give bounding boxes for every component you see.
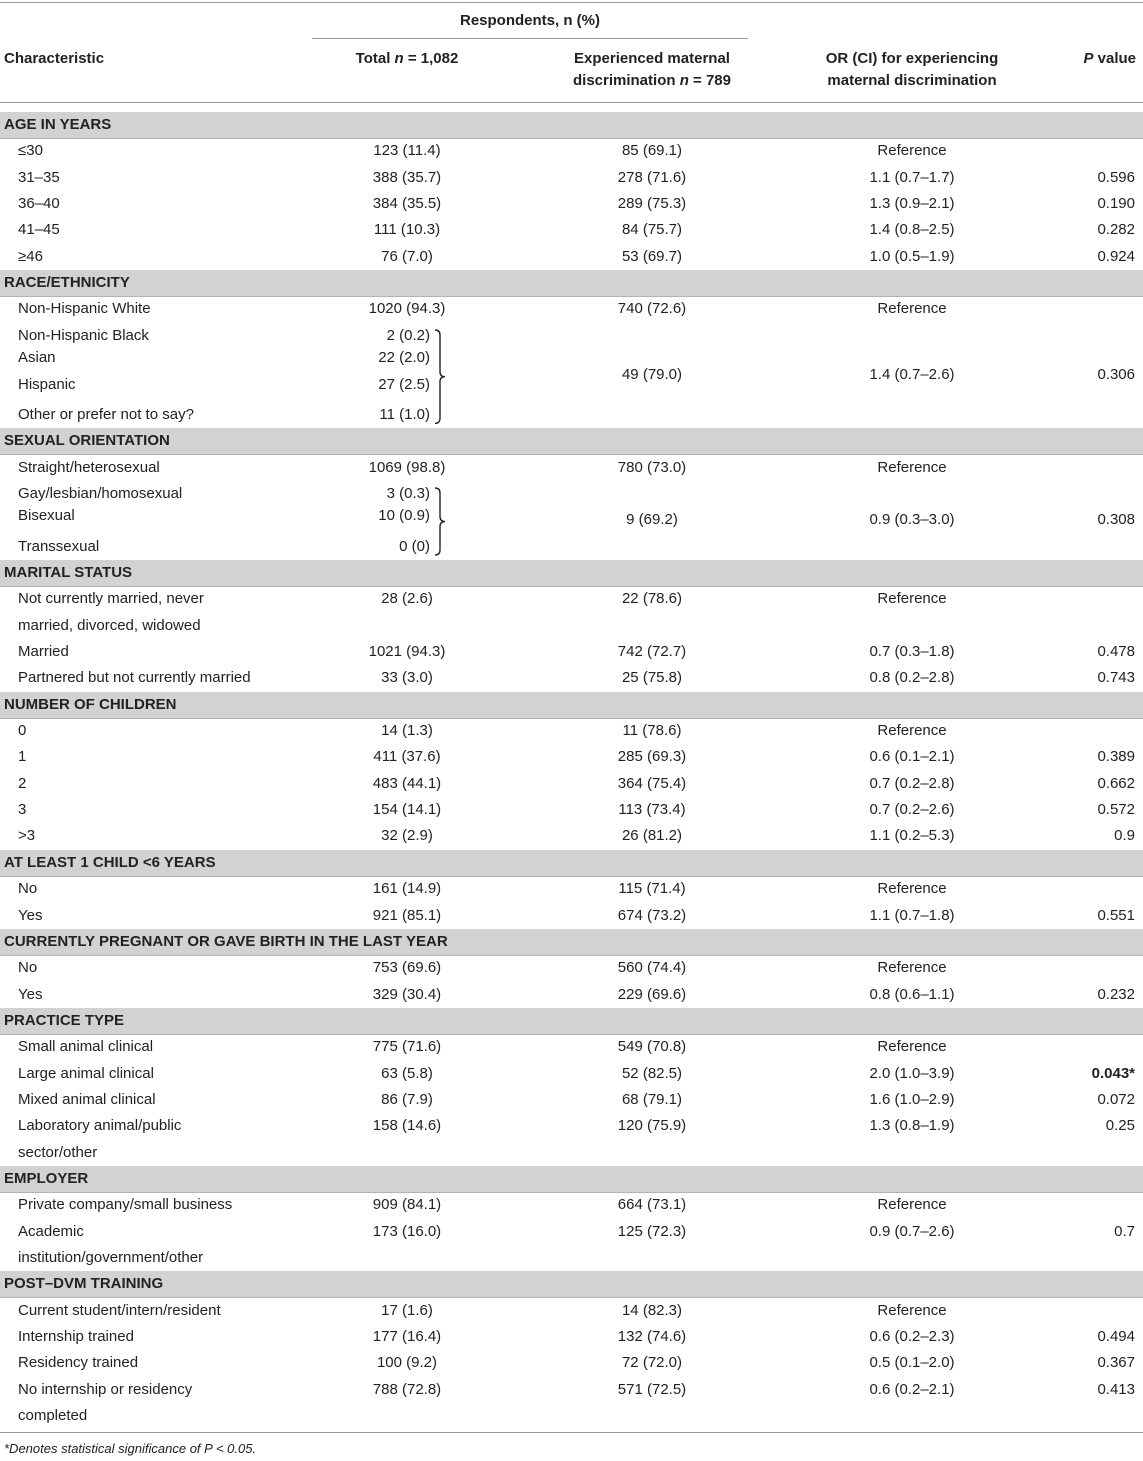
cell-experienced: 113 (73.4) (618, 801, 686, 819)
table-row (0, 1192, 1143, 1218)
cell-experienced: 229 (69.6) (617, 985, 687, 1003)
cell-total: 100 (9.2) (376, 1354, 438, 1372)
cell-total: 483 (44.1) (372, 774, 442, 792)
cell-or-ci: Reference (877, 142, 947, 160)
cell-experienced: 14 (82.3) (621, 1301, 683, 1319)
cell-experienced: 740 (72.6) (617, 300, 687, 318)
table-row (0, 903, 1143, 929)
row-label-continued: completed (18, 1407, 88, 1425)
row-label: 2 (18, 774, 27, 792)
cell-p-value: 0.7 (1114, 1222, 1135, 1240)
cell-experienced: 85 (69.1) (621, 142, 683, 160)
table-row (0, 1324, 1143, 1350)
table-bottom-rule (0, 1432, 1143, 1433)
table-row (0, 744, 1143, 770)
cell-p-value: 0.306 (1097, 366, 1135, 384)
row-label: Laboratory animal/public (18, 1117, 182, 1135)
row-label-continued: sector/other (18, 1143, 98, 1161)
row-label-continued: institution/government/other (18, 1249, 204, 1267)
header-total: Total n = 1,082 (355, 50, 459, 67)
section-header-number-of-children (0, 692, 1143, 719)
cell-experienced: 53 (69.7) (621, 247, 683, 265)
row-label: Straight/heterosexual (18, 458, 160, 476)
table-row-continuation (0, 1140, 1143, 1166)
cell-or-ci: 0.5 (0.1–2.0) (869, 1354, 955, 1372)
row-label: 0 (18, 722, 27, 740)
cell-experienced: 68 (79.1) (621, 1090, 683, 1108)
cell-total: 32 (2.9) (381, 827, 433, 845)
row-label: Private company/small business (18, 1196, 233, 1214)
cell-experienced: 560 (74.4) (617, 959, 687, 977)
section-header-age-in-years (0, 112, 1143, 139)
cell-total: 753 (69.6) (372, 959, 442, 977)
section-header-at-least-1-child-6-years (0, 850, 1143, 877)
cell-or-ci: 1.1 (0.7–1.7) (869, 168, 955, 186)
cell-total: 111 (10.3) (373, 221, 441, 239)
cell-or-ci: 0.6 (0.2–2.3) (869, 1328, 955, 1346)
table-row (0, 1350, 1143, 1376)
row-label: No (18, 959, 38, 977)
row-label: Bisexual (18, 507, 75, 525)
cell-total: 775 (71.6) (372, 1038, 442, 1056)
section-title: EMPLOYER (4, 1170, 89, 1187)
row-label: Married (18, 643, 69, 660)
cell-total: 17 (1.6) (381, 1301, 433, 1319)
cell-p-value: 0.072 (1097, 1090, 1135, 1108)
header-or-ci: OR (CI) for experiencing maternal discrimination (825, 50, 999, 89)
cell-experienced: 84 (75.7) (621, 221, 683, 239)
section-header-marital-status (0, 560, 1143, 587)
cell-or-ci: 0.8 (0.2–2.8) (869, 669, 955, 687)
section-title: NUMBER OF CHILDREN (4, 695, 177, 713)
cell-experienced: 664 (73.1) (617, 1196, 687, 1214)
group-header-rule (312, 38, 748, 39)
cell-total: 1021 (94.3) (368, 643, 446, 660)
cell-p-value: 0.043* (1091, 1064, 1135, 1082)
cell-experienced: 289 (75.3) (617, 195, 687, 213)
cell-total: 123 (11.4) (373, 142, 441, 160)
section-title: AGE IN YEARS (4, 116, 112, 133)
cell-experienced: 72 (72.0) (621, 1354, 683, 1372)
row-label: Non-Hispanic White (18, 300, 151, 318)
group-brace-icon (433, 329, 449, 424)
section-header-sexual-orientation (0, 428, 1143, 455)
cell-total: 76 (7.0) (381, 247, 433, 265)
cell-experienced: 120 (75.9) (617, 1117, 687, 1135)
table-row (0, 296, 1143, 322)
cell-p-value: 0.494 (1097, 1328, 1135, 1346)
table-row (0, 771, 1143, 797)
cell-p-value: 0.478 (1097, 643, 1135, 660)
cell-experienced: 22 (78.6) (621, 590, 683, 608)
cell-experienced: 571 (72.5) (617, 1380, 687, 1398)
cell-total: 3 (0.3) (386, 484, 430, 502)
cell-or-ci: Reference (877, 458, 947, 476)
cell-total: 22 (2.0) (378, 349, 430, 367)
cell-or-ci: 0.8 (0.6–1.1) (869, 985, 955, 1003)
row-label: No (18, 880, 38, 898)
cell-total: 63 (5.8) (381, 1064, 433, 1082)
cell-or-ci: 1.6 (1.0–2.9) (869, 1090, 955, 1108)
cell-experienced: 674 (73.2) (617, 906, 687, 924)
cell-experienced: 278 (71.6) (617, 168, 687, 186)
cell-experienced: 9 (69.2) (626, 511, 678, 529)
row-label: ≥46 (18, 247, 43, 265)
cell-or-ci: 0.7 (0.2–2.8) (869, 774, 955, 792)
group-brace-icon (433, 487, 449, 556)
cell-total: 27 (2.5) (378, 375, 430, 393)
table-row (0, 191, 1143, 217)
table-row (0, 586, 1143, 612)
table-row (0, 982, 1143, 1008)
respondents-group-header: Respondents, n (%) (459, 12, 600, 29)
row-label: Residency trained (18, 1354, 139, 1372)
row-label: Not currently married, never (18, 590, 204, 608)
cell-or-ci: 1.4 (0.8–2.5) (869, 221, 955, 239)
cell-experienced: 742 (72.7) (617, 643, 687, 660)
cell-p-value: 0.551 (1097, 906, 1135, 924)
cell-total: 384 (35.5) (372, 195, 442, 213)
cell-or-ci: Reference (877, 959, 947, 977)
cell-p-value: 0.282 (1097, 221, 1135, 239)
cell-or-ci: 1.3 (0.8–1.9) (869, 1117, 955, 1135)
cell-total: 11 (1.0) (379, 405, 430, 423)
cell-or-ci: 0.9 (0.7–2.6) (869, 1222, 955, 1240)
cell-experienced: 115 (71.4) (618, 880, 686, 898)
cell-p-value: 0.596 (1097, 168, 1135, 186)
cell-total: 86 (7.9) (381, 1090, 433, 1108)
row-label: Yes (18, 985, 43, 1003)
footnote: *Denotes statistical significance of P < 0.05. (4, 1441, 257, 1456)
row-label: Partnered but not currently married (18, 669, 251, 687)
cell-total: 173 (16.0) (372, 1222, 442, 1240)
merged-group-row (0, 507, 1143, 533)
row-label: 3 (18, 801, 27, 819)
table-row (0, 665, 1143, 691)
cell-p-value: 0.308 (1097, 511, 1135, 529)
table-row (0, 402, 1143, 428)
cell-or-ci: Reference (877, 1301, 947, 1319)
cell-total: 28 (2.6) (381, 590, 433, 608)
table-row (0, 244, 1143, 270)
cell-or-ci: 1.1 (0.2–5.3) (869, 827, 955, 845)
cell-experienced: 780 (73.0) (617, 458, 687, 476)
cell-or-ci: Reference (877, 1038, 947, 1056)
cell-total: 161 (14.9) (372, 880, 442, 898)
row-label: Small animal clinical (18, 1038, 154, 1056)
cell-p-value: 0.413 (1097, 1380, 1135, 1398)
cell-or-ci: Reference (877, 300, 947, 318)
cell-p-value: 0.9 (1114, 827, 1135, 845)
cell-experienced: 25 (75.8) (621, 669, 683, 687)
section-title: SEXUAL ORIENTATION (4, 432, 170, 450)
table-row (0, 639, 1143, 665)
cell-p-value: 0.389 (1097, 748, 1135, 766)
cell-p-value: 0.232 (1097, 985, 1135, 1003)
table-row-continuation (0, 1245, 1143, 1271)
cell-p-value: 0.367 (1097, 1354, 1135, 1372)
row-label: No internship or residency (18, 1380, 193, 1398)
cell-experienced: 11 (78.6) (622, 722, 682, 740)
cell-p-value: 0.572 (1097, 801, 1135, 819)
row-label: Large animal clinical (18, 1064, 154, 1082)
cell-total: 33 (3.0) (381, 669, 433, 687)
row-label: 1 (18, 748, 27, 766)
table-row (0, 797, 1143, 823)
header-characteristic: Characteristic (4, 50, 105, 67)
cell-or-ci: Reference (877, 722, 947, 740)
merged-group-row (0, 362, 1143, 388)
cell-p-value: 0.743 (1097, 669, 1135, 687)
row-label: Academic (18, 1222, 84, 1240)
table-row (0, 534, 1143, 560)
cell-or-ci: 1.4 (0.7–2.6) (869, 366, 955, 384)
cell-total: 177 (16.4) (372, 1328, 442, 1346)
section-title: PRACTICE TYPE (4, 1011, 125, 1029)
cell-or-ci: 0.7 (0.2–2.6) (869, 801, 955, 819)
section-header-race-ethnicity (0, 270, 1143, 297)
row-label: 31–35 (18, 168, 60, 186)
header-bottom-rule (0, 102, 1143, 103)
table-row (0, 1087, 1143, 1113)
cell-experienced: 549 (70.8) (617, 1038, 687, 1056)
cell-experienced: 285 (69.3) (617, 748, 687, 766)
row-label: 36–40 (18, 195, 60, 213)
row-label: Internship trained (18, 1328, 134, 1346)
cell-or-ci: 0.6 (0.2–2.1) (869, 1380, 955, 1398)
table-row (0, 1377, 1143, 1403)
table-row (0, 1298, 1143, 1324)
row-label-continued: married, divorced, widowed (18, 616, 201, 634)
section-header-post-dvm-training (0, 1271, 1143, 1298)
cell-total: 14 (1.3) (381, 722, 433, 740)
header-p-value: P value (1083, 50, 1136, 67)
table-row-continuation (0, 613, 1143, 639)
cell-or-ci: 1.0 (0.5–1.9) (869, 247, 955, 265)
cell-total: 329 (30.4) (372, 985, 442, 1003)
row-label: >3 (18, 827, 36, 845)
cell-total: 154 (14.1) (372, 801, 442, 819)
cell-or-ci: 0.7 (0.3–1.8) (869, 643, 955, 660)
cell-total: 158 (14.6) (372, 1117, 442, 1135)
section-header-currently-pregnant-or-gave-birth-in-the-last-year (0, 929, 1143, 956)
row-label: Asian (18, 349, 56, 367)
section-title: MARITAL STATUS (4, 563, 133, 581)
table-row (0, 455, 1143, 481)
cell-or-ci: 0.6 (0.1–2.1) (869, 748, 955, 766)
row-label: Mixed animal clinical (18, 1090, 156, 1108)
table-row-continuation (0, 1403, 1143, 1429)
cell-total: 788 (72.8) (372, 1380, 442, 1398)
cell-p-value: 0.25 (1105, 1117, 1135, 1135)
cell-or-ci: Reference (877, 880, 947, 898)
table-row (0, 1061, 1143, 1087)
section-header-practice-type (0, 1008, 1143, 1035)
cell-total: 0 (0) (399, 537, 430, 555)
section-title: AT LEAST 1 CHILD <6 YEARS (4, 853, 216, 871)
cell-or-ci: Reference (877, 590, 947, 608)
section-title: CURRENTLY PREGNANT OR GAVE BIRTH IN THE LAST YEAR (4, 932, 448, 950)
table-row (0, 1219, 1143, 1245)
cell-p-value: 0.924 (1097, 247, 1135, 265)
cell-experienced: 125 (72.3) (617, 1222, 687, 1240)
cell-total: 909 (84.1) (372, 1196, 442, 1214)
cell-experienced: 132 (74.6) (617, 1328, 687, 1346)
table-row (0, 876, 1143, 902)
table-row (0, 1034, 1143, 1060)
cell-total: 10 (0.9) (378, 507, 430, 525)
table-top-rule (0, 2, 1143, 3)
table-row (0, 217, 1143, 243)
section-title: RACE/ETHNICITY (4, 274, 130, 292)
cell-experienced: 364 (75.4) (617, 774, 687, 792)
cell-total: 2 (0.2) (386, 326, 430, 344)
cell-p-value: 0.662 (1097, 774, 1135, 792)
row-label: Yes (18, 906, 43, 924)
section-header-employer (0, 1166, 1143, 1193)
cell-experienced: 49 (79.0) (621, 366, 683, 384)
row-label: ≤30 (18, 142, 43, 160)
cell-total: 411 (37.6) (373, 748, 441, 766)
table-row (0, 955, 1143, 981)
header-experienced: Experienced maternal discrimination n = 789 (573, 50, 731, 89)
row-label: Other or prefer not to say? (18, 405, 194, 423)
row-label: 41–45 (18, 221, 60, 239)
row-label: Hispanic (18, 375, 76, 393)
cell-or-ci: 1.3 (0.9–2.1) (869, 195, 955, 213)
cell-experienced: 26 (81.2) (621, 827, 683, 845)
table-row (0, 165, 1143, 191)
table-row (0, 718, 1143, 744)
cell-p-value: 0.190 (1097, 195, 1135, 213)
cell-or-ci: 2.0 (1.0–3.9) (869, 1064, 955, 1082)
cell-experienced: 52 (82.5) (621, 1064, 683, 1082)
table-row (0, 138, 1143, 164)
section-title: POST–DVM TRAINING (4, 1275, 164, 1293)
cell-total: 1020 (94.3) (368, 300, 446, 318)
row-label: Gay/lesbian/homosexual (18, 484, 183, 502)
table-row (0, 1113, 1143, 1139)
row-label: Non-Hispanic Black (18, 326, 149, 344)
cell-or-ci: 1.1 (0.7–1.8) (869, 906, 955, 924)
row-label: Current student/intern/resident (18, 1301, 221, 1319)
cell-total: 921 (85.1) (372, 906, 442, 924)
cell-total: 388 (35.7) (372, 168, 442, 186)
cell-total: 1069 (98.8) (368, 458, 446, 476)
table-row (0, 823, 1143, 849)
cell-or-ci: 0.9 (0.3–3.0) (869, 511, 955, 529)
cell-or-ci: Reference (877, 1196, 947, 1214)
row-label: Transsexual (18, 537, 100, 555)
